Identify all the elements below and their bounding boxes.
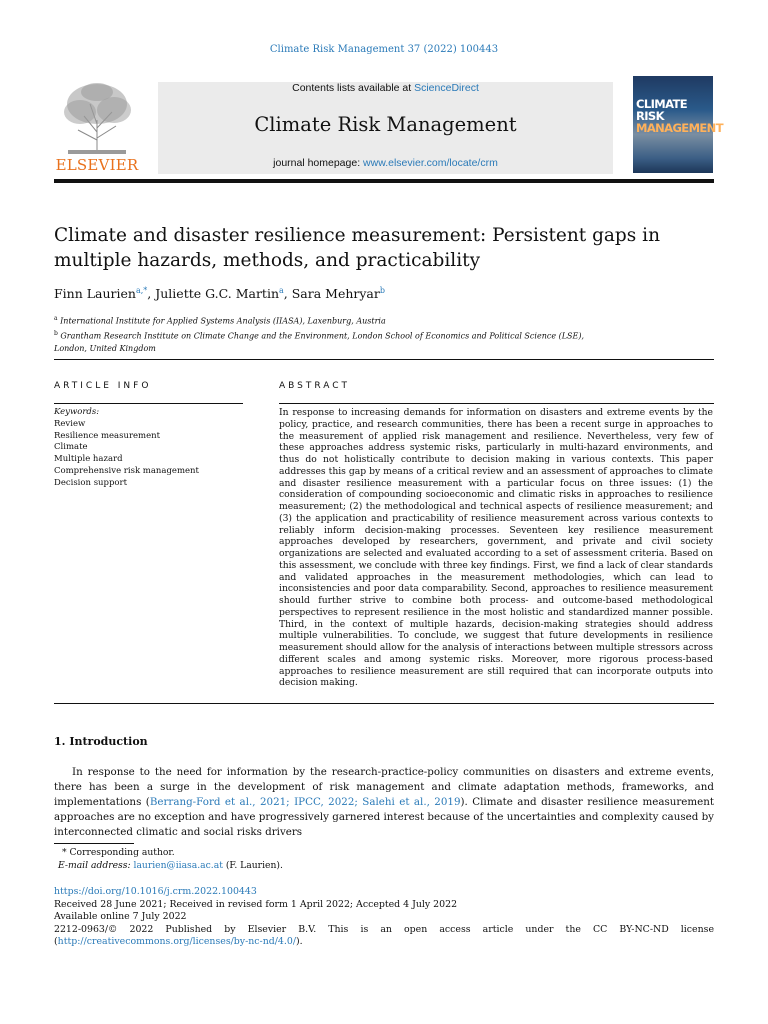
paper-title [54, 223, 674, 273]
keyword-item: Decision support [54, 477, 128, 488]
affiliation-item [54, 328, 614, 356]
cover-title [636, 97, 723, 135]
paper-title-line2: multiple hazards, methods, and practicability [54, 250, 481, 271]
author-name: Sara Mehryar [291, 286, 380, 302]
abstract-rule [279, 403, 714, 404]
license-link[interactable]: http://creativecommons.org/licenses/by-nc-nd/4.0/ [57, 936, 296, 947]
homepage-line [158, 157, 613, 169]
author-affiliation-mark[interactable]: a [279, 286, 284, 295]
affiliation-mark: b [54, 330, 58, 338]
corresponding-author-text: Corresponding author. [69, 847, 175, 858]
author-name: Finn Laurien [54, 286, 136, 302]
cover-title-line1: CLIMATE RISK [636, 97, 687, 123]
header-rule [54, 179, 714, 183]
author-affiliation-mark[interactable]: b [379, 286, 385, 295]
keywords-label: Keywords: [54, 407, 100, 417]
abstract-text: In response to increasing demands for information on disasters and extreme events by the policy, practice, and research communities, there has been a recent surge in approaches to the measurement of applied risk management and resilience. Nevertheless, very few of these approaches address systemic risks, particularly in multi-hazard environments, and thus do not holistically contribute to decision making in various contexts. This paper addresses this gap by means of a critical review and an assessment of approaches to climate and disaster resilience measurement with a particular focus on three issues: (1) the consideration of compounding socioeconomic and climatic risks in approaches to resilience measurement; (2) the methodological and technical aspects of resilience measurement; and (3) the application and practicability of resilience measurement across various contexts to reliably inform decision-making processes. Seventeen key resilience measurement approaches developed by researchers, government, and private and civil society organizations are selected and evaluated according to a set of assessment criteria. Based on this assessment, we conclude with three key findings. First, we find a lack of clear standards and validated approaches in the measurement methodologies, which can lead to inconsistencies and poor data comparability. Second, approaches to resilience measurement should further strive to combine both process- and outcome-based methodological perspectives to represent resilience in the most holistic and standardized manner possible. Third, in the context of multiple hazards, decision-making strategies should address multiple vulnerabilities. To conclude, we suggest that future developments in resilience measurement should allow for the analysis of interactions between multiple stressors across different scales and among systemic risks. Moreover, more rigorous process-based approaches to resilience measurement are still required that can incorporate outputs into decision making. [279, 407, 713, 689]
intro-text-part: In response to the need for information by the research-practice-policy communities on disasters and extreme events, there has been a surge in the development of risk management and climate adaptation methods, frameworks, and implementations ( [54, 766, 714, 808]
available-online: Available online 7 July 2022 [54, 911, 187, 922]
footnote-rule [54, 843, 134, 844]
asterisk-mark: * [62, 847, 67, 858]
contents-prefix: Contents lists available at [292, 82, 415, 94]
sciencedirect-link[interactable]: ScienceDirect [414, 82, 479, 94]
title-block-rule [54, 359, 714, 360]
email-link[interactable]: laurien@iiasa.ac.at [133, 860, 223, 871]
email-label: E-mail address: [58, 860, 131, 871]
footnotes [54, 846, 714, 872]
email-suffix: (F. Laurien). [225, 860, 283, 871]
journal-citation-link[interactable]: Climate Risk Management 37 (2022) 100443 [269, 44, 499, 55]
keyword-item: Multiple hazard [54, 454, 123, 465]
author-name: Juliette G.C. Martin [155, 286, 279, 302]
homepage-prefix: journal homepage: [273, 157, 364, 169]
article-info-heading: ARTICLE INFO [54, 381, 152, 391]
email-note [54, 859, 714, 872]
keyword-item: Review [54, 418, 86, 429]
citation-links[interactable]: Berrang-Ford et al., 2021; IPCC, 2022; Salehi et al., 2019 [149, 796, 461, 808]
keyword-item: Climate [54, 442, 88, 453]
contents-line [158, 82, 613, 94]
journal-title: Climate Risk Management [254, 113, 517, 136]
received-dates: Received 28 June 2021; Received in revised form 1 April 2022; Accepted 4 July 2022 [54, 898, 458, 910]
license-text: 2212-0963/© 2022 Published by Elsevier B.V. This is an open access article under the CC BY-NC-ND license [54, 923, 714, 935]
elsevier-wordmark: ELSEVIER [55, 156, 139, 174]
paper-title-line1: Climate and disaster resilience measurement: Persistent gaps in [54, 225, 660, 246]
introduction-heading: 1. Introduction [54, 735, 148, 748]
affiliations [54, 313, 614, 356]
cover-title-line2: MANAGEMENT [636, 121, 723, 135]
keyword-item: Resilience measurement [54, 430, 161, 441]
affiliation-text: Grantham Research Institute on Climate Change and the Environment, London School of Economics and Political Science (LSE), London, United Kingdom [54, 331, 585, 354]
abstract-bottom-rule [54, 703, 714, 704]
publication-info [54, 886, 714, 949]
affiliation-item [54, 313, 614, 328]
intro-text-part: ). Climate and disaster resilience measurement approaches are no exception and have progressively garnered interest because of the uncertainties and complexity caused by interconnected climatic and social risks drivers [54, 796, 715, 838]
affiliation-mark: a [54, 315, 58, 322]
corresponding-author-note [54, 846, 714, 859]
homepage-link[interactable]: www.elsevier.com/locate/crm [363, 157, 498, 169]
keywords-list [54, 407, 254, 490]
journal-cover-image [633, 76, 723, 173]
abstract-heading: ABSTRACT [279, 381, 351, 391]
article-info-rule [54, 403, 243, 404]
keyword-item: Comprehensive risk management [54, 465, 199, 476]
introduction-paragraph [54, 765, 714, 840]
author-affiliation-mark[interactable]: a,* [135, 286, 148, 295]
doi-link[interactable]: https://doi.org/10.1016/j.crm.2022.100443 [54, 886, 257, 897]
license-url-line: (http://creativecommons.org/licenses/by-nc-nd/4.0/). [54, 936, 303, 947]
author-list: Finn Laurien$^{a,*}$, Juliette G.C. Martin$^a$, Sara Mehryar$^b$ [54, 286, 385, 302]
affiliation-text: International Institute for Applied Systems Analysis (IIASA), Laxenburg, Austria [60, 316, 386, 326]
